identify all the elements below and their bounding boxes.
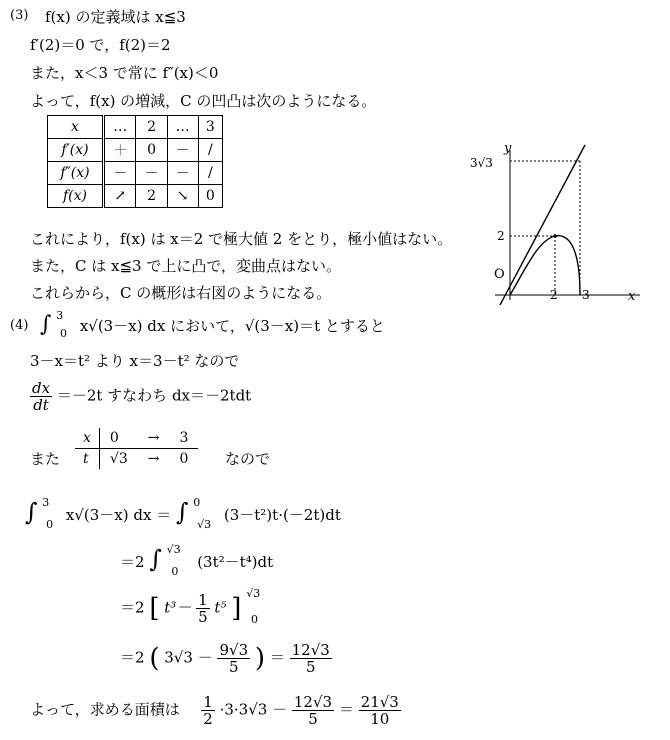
eq3-frac <box>196 592 210 625</box>
bracket-left: [ <box>149 593 160 624</box>
eq3-t3: t³－ <box>164 598 192 617</box>
line3-rest: ＝－2t すなわち dx＝－2tdt <box>56 386 252 405</box>
variation-table <box>47 115 223 208</box>
substitution-table <box>75 428 198 469</box>
table-cell: f″(x) <box>48 162 104 185</box>
frac-num: dx <box>32 379 51 397</box>
frac-den: dt <box>33 396 49 414</box>
tick-x-3: 3 <box>582 288 590 302</box>
table-cell: → <box>147 430 160 446</box>
nanode-label: なので <box>225 450 271 468</box>
table-cell: － <box>136 162 167 185</box>
eq-sign: ＝ <box>156 506 172 524</box>
eq1-lower-r: √3 <box>197 518 212 531</box>
integral-sign: ∫ <box>176 498 189 526</box>
part4-intro <box>40 309 385 340</box>
origin-label: O <box>494 267 505 282</box>
eq1-upper-l: 3 <box>42 496 50 509</box>
frac-den: 5 <box>198 608 208 626</box>
eq2-pre: ＝2 <box>120 553 145 571</box>
table-row <box>48 185 223 208</box>
part3-line3: また，x＜3 で常に f″(x)＜0 <box>30 64 219 82</box>
paren-left: ( <box>149 643 160 674</box>
table-cell: ＋ <box>104 139 136 162</box>
frac-den: 10 <box>370 710 390 728</box>
eq3-pre: ＝2 <box>120 598 145 617</box>
final-frac <box>292 694 334 727</box>
table-row <box>48 162 223 185</box>
part4-label: (4) <box>10 318 29 333</box>
eq1-lhs: x√(3－x) dx <box>65 506 152 524</box>
part3-line2: f′(2)＝0 で，f(2)＝2 <box>30 36 171 54</box>
final-mid: ·3·3√3 － <box>219 700 288 719</box>
part4-line3 <box>30 380 251 413</box>
table-cell: － <box>167 139 198 162</box>
eq3-lower: 0 <box>250 612 258 626</box>
frac-num: 1 <box>198 591 208 609</box>
eq4-eq: ＝ <box>269 648 285 667</box>
table-cell: → <box>147 451 160 467</box>
table-cell: … <box>167 116 198 139</box>
intro-text: x√(3－x) dx において，√(3－x)＝t とすると <box>79 317 385 335</box>
tangent-line <box>500 145 585 305</box>
frac-den: 5 <box>305 658 316 676</box>
table-row <box>48 139 223 162</box>
final-text: よって，求める面積は <box>30 700 180 719</box>
final-half <box>201 694 215 727</box>
table-row <box>75 428 198 449</box>
paren-right: ) <box>254 643 266 674</box>
eq4-frac <box>217 642 250 675</box>
table-cell: x <box>48 116 104 139</box>
eq2-upper: √3 <box>166 543 181 556</box>
tick-y-top: 3√3 <box>470 156 493 170</box>
table-cell: ↘ <box>167 185 198 208</box>
equation-3 <box>120 586 272 626</box>
table-row <box>75 449 198 470</box>
axis-x-label: x <box>628 289 636 304</box>
equation-1 <box>25 496 341 531</box>
table-cell: … <box>104 116 136 139</box>
intro-upper: 3 <box>56 309 64 322</box>
table-cell: 3 <box>179 430 189 446</box>
table-cell: / <box>198 162 222 185</box>
equation-2 <box>120 543 274 578</box>
frac-den: 5 <box>229 658 239 676</box>
table-cell: f(x) <box>48 185 104 208</box>
table-cell: √3 <box>109 451 128 467</box>
part3-line1: f(x) の定義域は x≦3 <box>45 8 186 26</box>
frac-den: 5 <box>308 710 318 728</box>
max-point <box>553 234 557 238</box>
bracket-right: ] <box>231 593 242 624</box>
table-cell: ↗ <box>104 185 136 208</box>
frac-num: 12√3 <box>291 641 330 659</box>
part3-line4: よって，f(x) の増減，C の凹凸は次のようになる。 <box>30 92 377 110</box>
eq4-a: 3√3 － <box>164 648 213 667</box>
frac-den: 2 <box>203 710 213 728</box>
eq2-body: (3t²－t⁴)dt <box>197 553 274 571</box>
table-cell: t <box>75 449 99 470</box>
intro-lower: 0 <box>60 327 68 340</box>
part3-label: (3) <box>10 8 29 23</box>
table-cell: 0 <box>179 451 189 467</box>
final-line <box>30 694 401 727</box>
integral-sign: ∫ <box>25 498 38 526</box>
tick-x-2: 2 <box>550 288 558 302</box>
eq1-upper-r: 0 <box>193 496 201 509</box>
part3-line7: これらから，C の概形は右図のようになる。 <box>30 284 332 302</box>
table-cell: 0 <box>136 139 167 162</box>
integral-sign: ∫ <box>40 312 52 337</box>
table-cell: / <box>198 139 222 162</box>
axis-y-label: y <box>504 141 512 156</box>
tick-y-2: 2 <box>497 229 505 243</box>
frac-num: 9√3 <box>219 641 249 659</box>
dxdt-frac <box>30 380 52 413</box>
eq3-upper: √3 <box>246 586 261 600</box>
eq1-rhs: (3－t²)t·(－2t)dt <box>223 506 341 524</box>
table-cell: x <box>75 428 99 449</box>
table-cell: － <box>104 162 136 185</box>
table-row <box>48 116 223 139</box>
mata-label: また <box>30 450 61 468</box>
table-cell: 3 <box>198 116 222 139</box>
part4-line2: 3－x＝t² より x＝3－t² なので <box>30 352 240 370</box>
curve-graph <box>470 140 665 305</box>
frac-num: 1 <box>203 693 213 711</box>
table-cell: 0 <box>109 430 119 446</box>
equation-4 <box>120 642 332 675</box>
eq4-result <box>290 642 332 675</box>
part3-line5: これにより，f(x) は x＝2 で極大値 2 をとり，極小値はない。 <box>30 230 453 248</box>
table-cell: － <box>167 162 198 185</box>
table-cell: 2 <box>136 116 167 139</box>
eq3-t5: t⁵ <box>214 598 227 617</box>
eq1-lower-l: 0 <box>46 518 54 531</box>
eq2-lower: 0 <box>171 565 179 578</box>
frac-num: 21√3 <box>360 693 399 711</box>
final-eq: ＝ <box>338 700 354 719</box>
integral-sign: ∫ <box>149 545 162 573</box>
final-result <box>359 694 401 727</box>
eq4-pre: ＝2 <box>120 648 145 667</box>
table-cell: 2 <box>136 185 167 208</box>
part3-line6: また，C は x≦3 で上に凸で，変曲点はない。 <box>30 257 342 275</box>
table-cell: f′(x) <box>48 139 104 162</box>
table-cell: 0 <box>198 185 222 208</box>
frac-num: 12√3 <box>293 693 333 711</box>
